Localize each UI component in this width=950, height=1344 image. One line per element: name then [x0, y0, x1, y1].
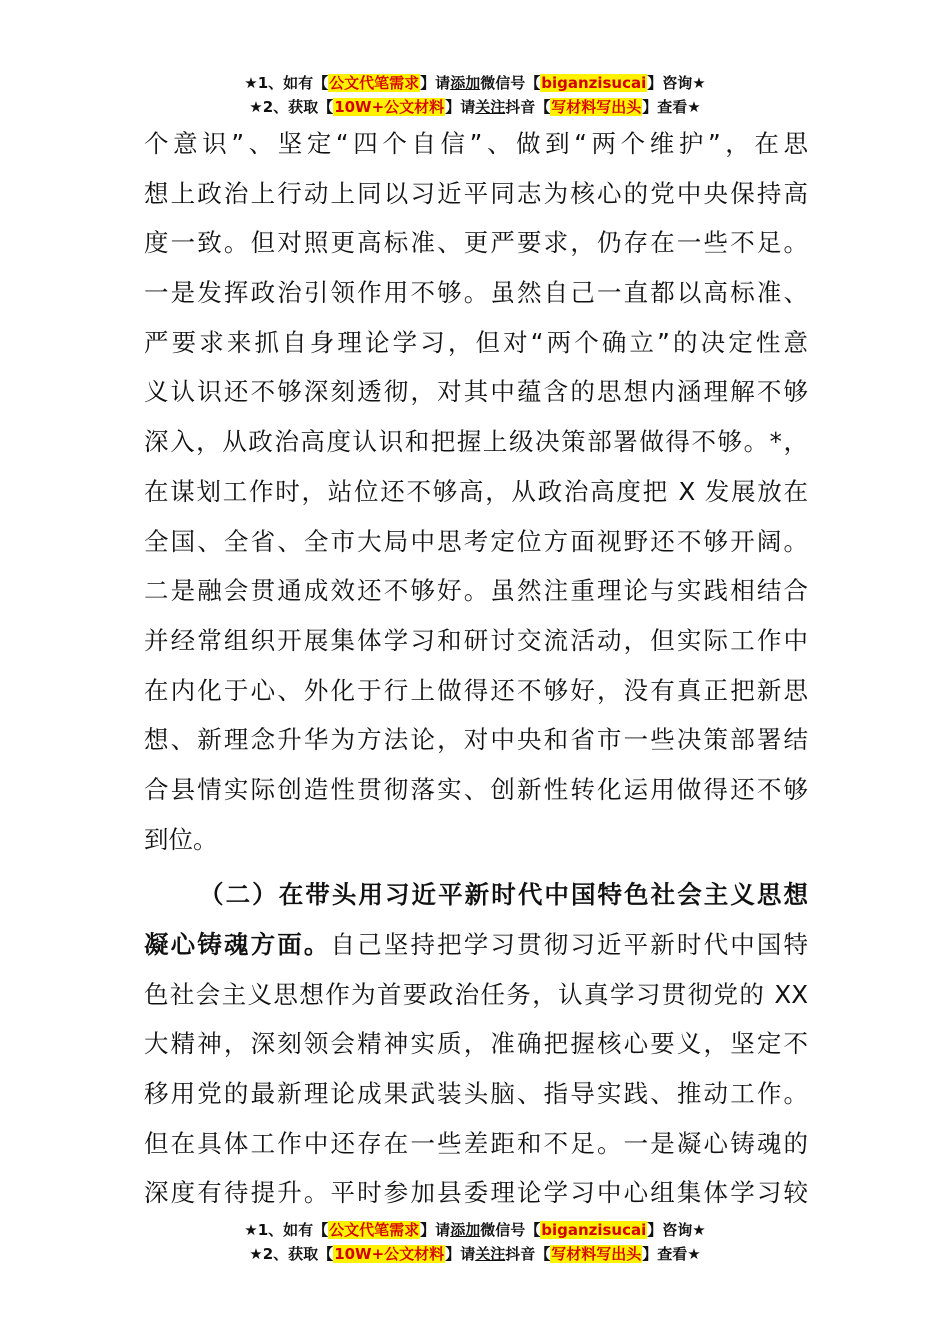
body-line: 在谋划工作时，站位还不够高，从政治高度把 X 发展放在	[144, 476, 808, 506]
section-heading: （二）在带头用习近平新时代中国特色社会主义思想	[199, 880, 808, 910]
banner-text: 微信号【	[480, 1221, 541, 1239]
banner-highlight: 10W+公文材料	[334, 98, 445, 116]
body-text: 自己坚持把学习贯彻习近平新时代中国特	[330, 930, 808, 959]
banner-text: 】查看★	[642, 1245, 701, 1263]
banner-text: 抖音【	[505, 98, 551, 116]
body-line: 到位。	[144, 824, 218, 854]
banner-underline-text: 添加	[450, 74, 481, 92]
banner-text: 】请	[445, 98, 476, 116]
body-line: 移用党的最新理论成果武装头脑、指导实践、推动工作。	[144, 1079, 808, 1109]
body-line: 个意识”、坚定“四个自信”、做到“两个维护”，在思	[144, 129, 808, 158]
banner-text: 微信号【	[480, 74, 541, 92]
body-line: 但在具体工作中还存在一些差距和不足。一是凝心铸魂的	[144, 1128, 808, 1158]
banner-underline-text: 关注	[475, 98, 506, 116]
banner-text: 】请	[420, 74, 451, 92]
footer-banner	[0, 1218, 950, 1266]
section-heading-bold: 凝心铸魂方面。	[144, 930, 331, 959]
body-line: 一是发挥政治引领作用不够。虽然自己一直都以高标准、	[144, 278, 808, 308]
banner-text: 】请	[420, 1221, 451, 1239]
banner-text: 抖音【	[505, 1245, 551, 1263]
body-line: 深度有待提升。平时参加县委理论学习中心组集体学习较	[144, 1178, 808, 1208]
body-line: 在内化于心、外化于行上做得还不够好，没有真正把新思	[144, 675, 808, 705]
banner-line-1	[0, 1218, 950, 1242]
body-line: 色社会主义思想作为首要政治任务，认真学习贯彻党的 XX	[144, 979, 808, 1009]
body-line: 二是融会贯通成效还不够好。虽然注重理论与实践相结合	[144, 576, 808, 606]
banner-line-2	[0, 95, 950, 119]
body-line: 想、新理念升华为方法论，对中央和省市一些决策部署结	[144, 725, 808, 755]
banner-text: 】咨询★	[647, 74, 706, 92]
body-line: 并经常组织开展集体学习和研讨交流活动，但实际工作中	[144, 625, 808, 655]
banner-text: 】咨询★	[647, 1221, 706, 1239]
body-line: 大精神，深刻领会精神实质，准确把握核心要义，坚定不	[144, 1029, 808, 1059]
banner-highlight: biganzisucai	[541, 1221, 647, 1239]
banner-highlight: 写材料写出头	[551, 98, 642, 116]
banner-highlight: 写材料写出头	[551, 1245, 642, 1263]
banner-text: 】请	[445, 1245, 476, 1263]
body-line: 度一致。但对照更高标准、更严要求，仍存在一些不足。	[144, 228, 808, 258]
body-line: 深入，从政治高度认识和把握上级决策部署做得不够。*，	[144, 427, 808, 457]
body-line: 合县情实际创造性贯彻落实、创新性转化运用做得还不够	[144, 774, 808, 804]
section-heading-continued	[144, 920, 808, 970]
banner-text: ★1、如有【	[244, 74, 329, 92]
body-line: 严要求来抓自身理论学习，但对“两个确立”的决定性意	[144, 327, 808, 357]
banner-text: ★2、获取【	[249, 98, 334, 116]
body-line: 想上政治上行动上同以习近平同志为核心的党中央保持高	[144, 178, 808, 208]
banner-underline-text: 添加	[450, 1221, 481, 1239]
banner-line-2	[0, 1242, 950, 1266]
banner-text: ★1、如有【	[244, 1221, 329, 1239]
document-body	[144, 119, 808, 1218]
banner-line-1	[0, 71, 950, 95]
banner-highlight: 公文代笔需求	[329, 74, 420, 92]
banner-highlight: 公文代笔需求	[329, 1221, 420, 1239]
banner-highlight: 10W+公文材料	[334, 1245, 445, 1263]
header-banner	[0, 71, 950, 119]
banner-text: ★2、获取【	[249, 1245, 334, 1263]
banner-underline-text: 关注	[475, 1245, 506, 1263]
body-line: 全国、全省、全市大局中思考定位方面视野还不够开阔。	[144, 526, 808, 556]
body-line: 义认识还不够深刻透彻，对其中蕴含的思想内涵理解不够	[144, 377, 808, 407]
banner-highlight: biganzisucai	[541, 74, 647, 92]
banner-text: 】查看★	[642, 98, 701, 116]
